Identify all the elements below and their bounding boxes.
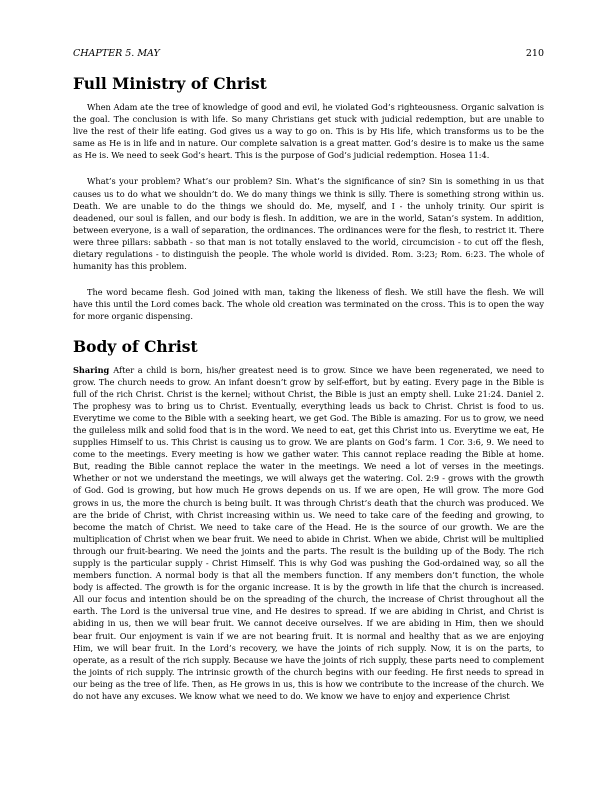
section-heading-body-of-christ: Body of Christ xyxy=(73,336,198,356)
sharing-text: After a child is born, his/her greatest need is to grow. Since we have been regenerated, we need to grow. The church needs to grow. An infant doesn’t grow by self-effort, but by eating. Every page in the Bible is full of the rich Christ. Christ is the kernel; without Christ, the Bible is just an empty shell. Luke 21:24. Daniel 2. The prophesy was to bring us to Christ. Eventually, everything leads us back to Christ. Christ is food to us. Everytime we come to the Bible with a seeking heart, we get God. The Bible is amazing. For us to grow, we need the guileless milk and solid food that is in the word. We need to eat, get this Christ into us. Everytime we eat, He supplies Himself to us. This Christ is causing us to grow. We are plants on God’s farm. 1 Cor. 3:6, 9. We need to come to the meetings. Every meeting is how we gather water. This cannot replace reading the Bible at home. But, reading the Bible cannot replace the water in the meetings. We need a lot of verses in the meetings. Whether or not we understand the meetings, we will always get the watering. Col. 2:9 - grows with the growth of God. God is growing, but how much He grows depends on us. If we are open, He will grow. The more God grows in us, the more the church is being built. It was through Christ’s death that the church was produced. We are the bride of Christ, with Christ increasing within us. We need to take care of the feeding and growing, to become the match of Christ. We need to take care of the Head. He is the source of our growth. We are the multiplication of Christ when we bear fruit. We need to abide in Christ. When we abide, Christ will be multiplied through our fruit-bearing. We need the joints and the parts. The result is the building up of the Body. The rich supply is the particular supply - Christ Himself. This is why God was pushing the God-ordained way, so all the members function. A normal body is that all the members function. If any members don’t function, the whole body is affected. The growth is for the organic increase. It is by the growth in life that the church is increased. All our focus and intention should be on the spreading of the church, the increase of Christ throughout all the earth. The Lord is the universal true vine, and He desires to spread. If we are abiding in Christ, and Christ is abiding in us, then we will bear fruit. We cannot deceive ourselves. If we are abiding in Him, then we should bear fruit. Our enjoyment is vain if we are not bearing fruit. It is normal and healthy that as we are enjoying Him, we will bear fruit. In the Lord’s recovery, we have the joints of rich supply. Now, it is on the parts, to operate, as a result of the rich supply. Because we have the joints of rich supply, these parts need to complement the joints of rich supply. The intrinsic growth of the church begins with our feeding. He first needs to spread in our being as the tree of life. Then, as He grows in us, this is how we contribute to the increase of the church. We do not have any excuses. We know what we need to do. We know we have to enjoy and experience Christ xyxy=(73,364,544,702)
chapter-label: CHAPTER 5. MAY xyxy=(73,48,160,59)
page-number: 210 xyxy=(525,48,544,59)
running-head xyxy=(73,48,544,60)
paragraph: What’s your problem? What’s our problem? Sin. What’s the significance of sin? Sin is something in us that causes us to do what we shouldn’t do. We do many things we think is silly. There is something strong within us. Death. We are unable to do the things we should do. Me, myself, and I - the unholy trinity. Our spirit is deadened, our soul is fallen, and our body is flesh. In addition, we are in the world, Satan’s system. In addition, between everyone, is a wall of separation, the ordinances. The ordinances were for the flesh, to restrict it. There were three pillars: sabbath - so that man is not totally enslaved to the world, circumcision - to cut off the flesh, dietary regulations - to distinguish the people. The whole world is divided. Rom. 3:23; Rom. 6:23. The whole of humanity has this problem. xyxy=(73,176,544,272)
paragraph: When Adam ate the tree of knowledge of good and evil, he violated God’s righteousness. Organic salvation is the goal. The conclusion is with life. So many Christians get stuck with judicial redemption, but are unable to live the rest of their life eating. God gives us a way to go on. This is by His life, which transforms us to be the same as He is in life and in nature. Our complete salvation is a great matter. God’s desire is to make us the same as He is. We need to seek God’s heart. This is the purpose of God’s judicial redemption. Hosea 11:4. xyxy=(73,102,544,161)
section-heading-full-ministry: Full Ministry of Christ xyxy=(73,74,267,93)
run-in-label: Sharing xyxy=(73,364,110,375)
sharing-paragraph xyxy=(73,364,544,703)
paragraph: The word became flesh. God joined with man, taking the likeness of flesh. We still have the flesh. We will have this until the Lord comes back. The whole old creation was terminated on the cross. This is to open the way for more organic dispensing. xyxy=(73,287,544,322)
